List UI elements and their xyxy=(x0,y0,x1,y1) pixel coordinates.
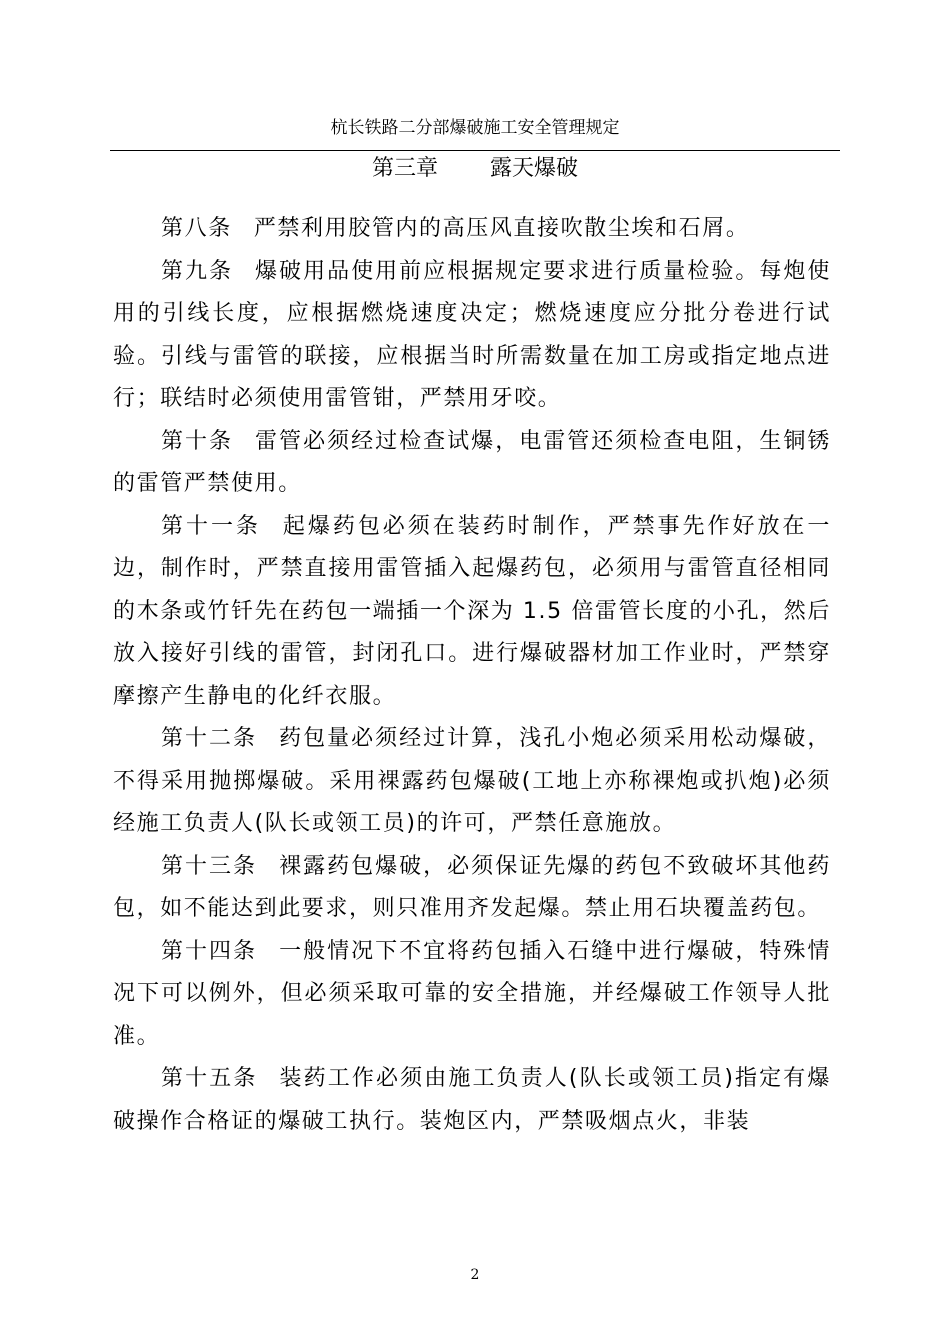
article-9 xyxy=(113,251,831,421)
article-text: 一般情况下不宜将药包插入石缝中进行爆破，特殊情况下可以例外，但必须采取可靠的安全措施，并经爆破工作领导人批准。 xyxy=(113,938,831,1049)
article-13 xyxy=(113,846,831,931)
article-label: 第十二条 xyxy=(161,726,258,751)
article-text: 药包量必须经过计算，浅孔小炮必须采用松动爆破，不得采用抛掷爆破。采用裸露药包爆破(工地上亦称裸炮或扒炮)必须经施工负责人(队长或领工员)的许可，严禁任意施放。 xyxy=(113,726,831,836)
article-text: 雷管必须经过检查试爆，电雷管还须检查电阻，生铜锈的雷管严禁使用。 xyxy=(113,428,831,496)
document-body xyxy=(113,208,831,1143)
article-text: 严禁利用胶管内的高压风直接吹散尘埃和石屑。 xyxy=(253,216,750,241)
article-15 xyxy=(113,1058,831,1143)
article-text: 装药工作必须由施工负责人(队长或领工员)指定有爆破操作合格证的爆破工执行。装炮区内，严禁吸烟点火，非装 xyxy=(113,1066,831,1134)
article-label: 第九条 xyxy=(161,258,234,284)
article-label: 第十五条 xyxy=(161,1066,258,1091)
article-label: 第十四条 xyxy=(161,938,258,964)
article-text: 爆破用品使用前应根据规定要求进行质量检验。每炮使用的引线长度，应根据燃烧速度决定；燃烧速度应分批分卷进行试验。引线与雷管的联接，应根据当时所需数量在加工房或指定地点进行；联结时必须使用雷管钳，严禁用牙咬。 xyxy=(113,258,831,411)
article-8 xyxy=(113,208,831,251)
chapter-number: 第三章 xyxy=(371,156,438,181)
chapter-heading xyxy=(0,153,950,185)
article-label: 第十一条 xyxy=(161,513,261,539)
article-14 xyxy=(113,931,831,1059)
article-label: 第十三条 xyxy=(161,853,258,879)
article-12 xyxy=(113,718,831,846)
chapter-title: 露天爆破 xyxy=(490,156,579,181)
article-label: 第十条 xyxy=(161,428,234,454)
header-rule xyxy=(110,150,840,151)
running-header: 杭长铁路二分部爆破施工安全管理规定 xyxy=(330,118,620,138)
article-11 xyxy=(113,506,831,719)
article-10 xyxy=(113,421,831,506)
article-label: 第八条 xyxy=(161,216,232,241)
article-text: 裸露药包爆破，必须保证先爆的药包不致破坏其他药包，如不能达到此要求，则只准用齐发起爆。禁止用石块覆盖药包。 xyxy=(113,853,831,921)
article-text: 起爆药包必须在装药时制作，严禁事先作好放在一边，制作时，严禁直接用雷管插入起爆药包，必须用与雷管直径相同的木条或竹钎先在药包一端插一个深为 1.5 倍雷管长度的小孔，然后放入接好引线的雷管，封闭孔口。进行爆破器材加工作业时，严禁穿摩擦产生静电的化纤衣服。 xyxy=(113,513,831,709)
page-number: 2 xyxy=(470,1267,480,1283)
